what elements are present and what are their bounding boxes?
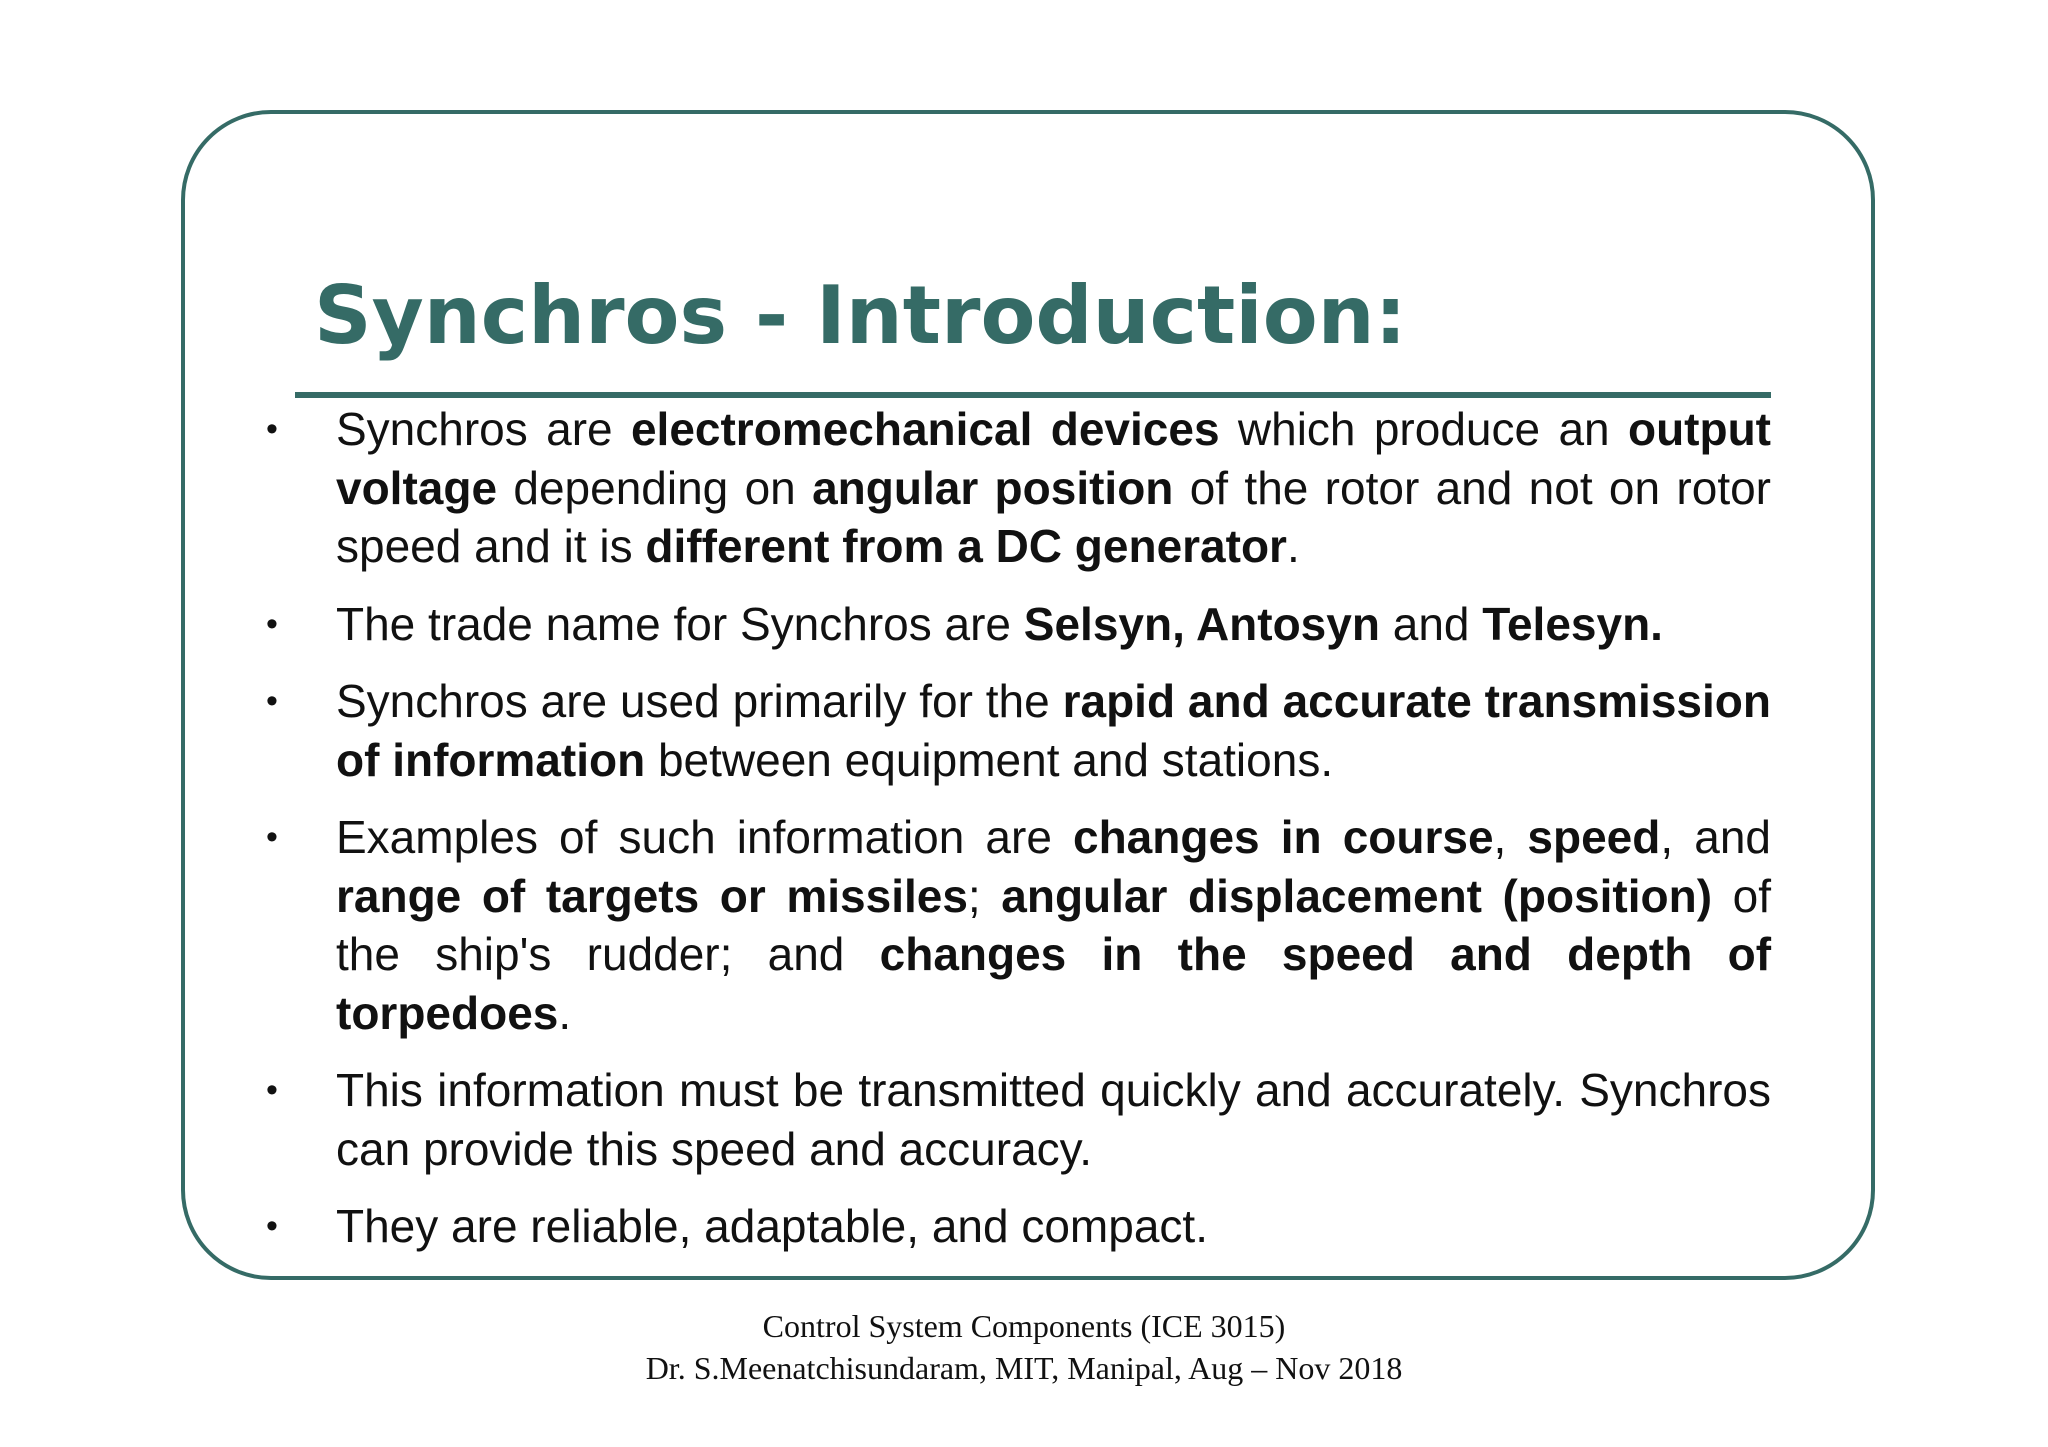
bullet-item	[258, 1061, 1771, 1178]
bullet-dot-icon: •	[266, 1071, 278, 1109]
bullet-emphasis: Selsyn, Antosyn	[1023, 597, 1380, 650]
bullet-item	[258, 672, 1771, 789]
bullet-text: of the rotor and not on rotor speed and it is	[336, 461, 1772, 572]
bullet-dot-icon: •	[266, 604, 278, 643]
bullet-emphasis: different from a DC generator	[645, 520, 1287, 572]
bullet-dot-icon: •	[266, 818, 278, 856]
bullet-emphasis: speed	[1527, 811, 1661, 863]
bullet-text: of the ship's rudder; and	[336, 869, 1771, 980]
bullet-text: and	[1379, 597, 1483, 650]
bullet-item	[258, 400, 1771, 576]
bullet-emphasis: electromechanical devices	[630, 403, 1220, 455]
bullet-emphasis: rapid and accurate transmission of information	[336, 675, 1771, 786]
bullet-dot-icon: •	[266, 1207, 278, 1245]
bullet-text: Synchros are used primarily for the	[336, 675, 1063, 727]
footer-course: Control System Components (ICE 3015)	[762, 1308, 1286, 1344]
bullet-text: The trade name for Synchros are	[336, 597, 1024, 650]
footer-author: Dr. S.Meenatchisundaram, MIT, Manipal, Aug – Nov 2018	[645, 1350, 1403, 1386]
bullet-text: They are reliable, adaptable, and compact.	[336, 1200, 1208, 1252]
title-underline	[295, 392, 1771, 398]
bullet-emphasis: range of targets or missiles	[336, 869, 968, 922]
bullet-text: , and	[1660, 811, 1771, 863]
bullet-text: depending on	[497, 461, 813, 514]
bullet-emphasis: angular position	[812, 461, 1174, 514]
bullet-text: .	[1286, 520, 1300, 572]
bullet-item	[258, 1197, 1771, 1256]
bullet-text: Synchros are	[336, 403, 631, 455]
bullet-emphasis: output voltage	[336, 403, 1771, 514]
bullet-text: between equipment and stations.	[645, 733, 1334, 786]
bullet-text: which produce an	[1219, 403, 1628, 455]
bullet-emphasis: changes in course	[1073, 811, 1494, 863]
bullet-text: ,	[1493, 811, 1528, 863]
bullet-emphasis: Telesyn.	[1482, 597, 1663, 650]
bullet-text: .	[558, 986, 572, 1039]
bullet-emphasis: changes in the speed and depth of torpedoes	[336, 928, 1772, 1039]
bullet-text: Examples of such information are	[336, 811, 1073, 863]
bullet-dot-icon: •	[266, 682, 278, 720]
bullet-list	[258, 400, 1771, 1256]
bullet-dot-icon: •	[266, 410, 278, 448]
slide-title: Synchros - Introduction:	[314, 269, 1407, 362]
bullet-emphasis: angular displacement (position)	[1001, 869, 1713, 922]
bullet-text: This information must be transmitted quickly and accurately. Synchros can provide this speed and accuracy.	[336, 1064, 1771, 1175]
bullet-item	[258, 595, 1771, 654]
bullet-item	[258, 808, 1771, 1042]
bullet-text: ;	[967, 869, 1002, 922]
